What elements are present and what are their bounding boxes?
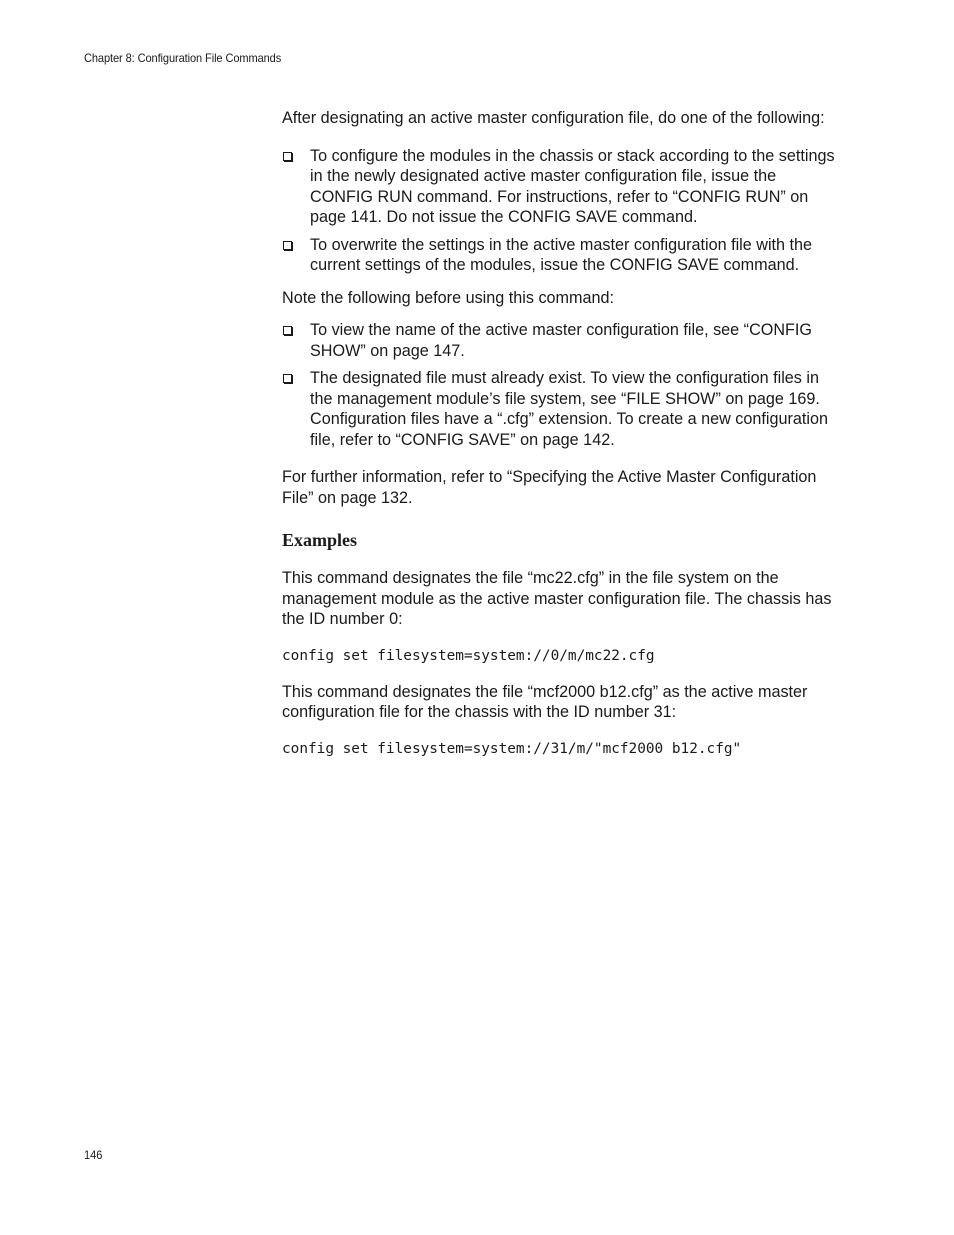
action-list bbox=[282, 146, 842, 276]
note-intro-paragraph: Note the following before using this command: bbox=[282, 288, 615, 307]
example-1-code: config set filesystem=system://0/m/mc22.cfg bbox=[282, 647, 655, 664]
intro-paragraph: After designating an active master configuration file, do one of the following: bbox=[282, 109, 825, 127]
note-list bbox=[282, 320, 842, 450]
checkbox-bullet-icon bbox=[283, 241, 292, 250]
example-1-description: This command designates the file “mc22.cfg” in the file system on the management module as the active master configuration file. The chassis has the ID number 0: bbox=[282, 569, 832, 628]
example-2-description: This command designates the file “mcf2000 b12.cfg” as the active master configuration file for the chassis with the ID number 31: bbox=[282, 682, 808, 721]
checkbox-bullet-icon bbox=[283, 374, 292, 383]
checkbox-bullet-icon bbox=[283, 152, 292, 161]
note-item-text: The designated file must already exist. To view the configuration files in the management module’s file system, see “FILE SHOW” on page 169. Configuration files have a “.cfg” extension. To create a new configuration file, refer to “CONFIG SAVE” on page 142. bbox=[310, 369, 828, 449]
example-2-code: config set filesystem=system://31/m/"mcf2000 b12.cfg" bbox=[282, 740, 742, 757]
running-header: Chapter 8: Configuration File Commands bbox=[84, 51, 282, 65]
note-item-text: To view the name of the active master configuration file, see “CONFIG SHOW” on page 147. bbox=[310, 321, 813, 360]
further-info-paragraph: For further information, refer to “Specifying the Active Master Configuration File” on page 132. bbox=[282, 468, 817, 507]
checkbox-bullet-icon bbox=[283, 326, 292, 335]
action-item-text: To overwrite the settings in the active master configuration file with the current settings of the modules, issue the CONFIG SAVE command. bbox=[310, 235, 813, 274]
examples-heading: Examples bbox=[282, 530, 358, 550]
main-content bbox=[282, 108, 842, 759]
action-item-text: To configure the modules in the chassis or stack according to the settings in the newly designated active master configuration file, issue the CONFIG RUN command. For instructions, refer to “CONFIG RUN” on page 141. Do not issue the CONFIG SAVE command. bbox=[310, 146, 835, 226]
page-number: 146 bbox=[84, 1148, 103, 1162]
action-item bbox=[282, 146, 842, 228]
action-item bbox=[282, 235, 842, 276]
note-item bbox=[282, 320, 842, 361]
note-item bbox=[282, 368, 842, 450]
